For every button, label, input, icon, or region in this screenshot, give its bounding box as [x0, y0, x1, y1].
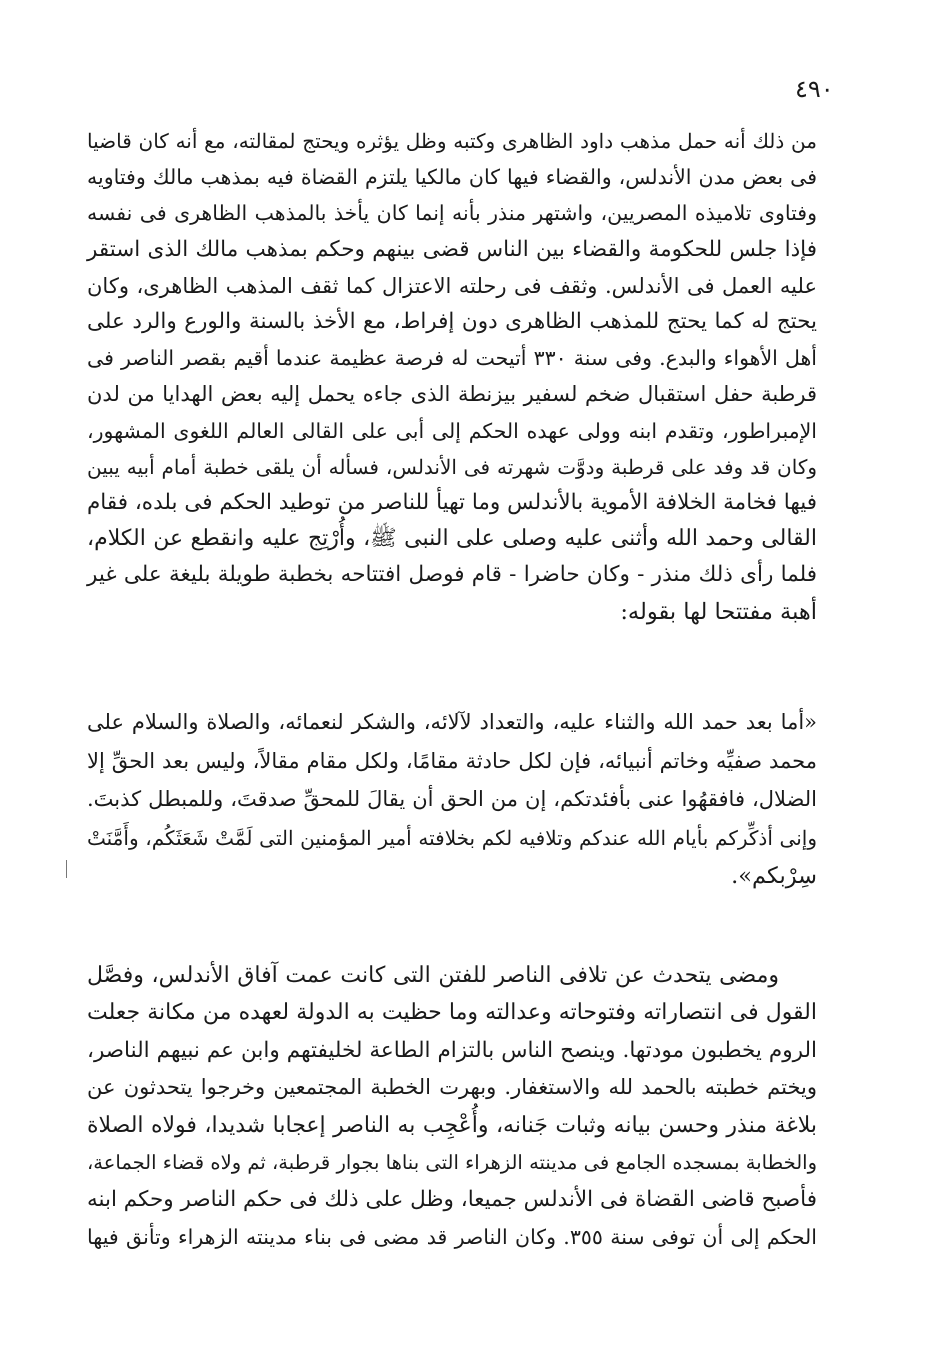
text-line: من ذلك أنه حمل مذهب داود الظاهرى وكتبه وظل يؤثره ويحتج لمقالته، مع أنه كان قاضيا — [87, 129, 817, 153]
text-line: الحكم إلى أن توفى سنة ٣٥٥. وكان الناصر قد مضى فى بناء مدينته الزهراء وتأنق فيها — [87, 1224, 817, 1249]
page-number: ٤٩٠ — [795, 75, 834, 103]
quote-line: الضلال، فافقهُوا عنى بأفئدتكم، إن من الحق أن يقالَ للمحقِّ صدقتَ، وللمبطل كذبتَ. — [87, 787, 817, 811]
text-line: عليه العمل فى الأندلس. وثقف فى رحلته الاعتزال كما ثقف المذهب الظاهرى، وكان — [87, 273, 817, 298]
quote-line: محمد صفيِّه وخاتم أنبيائه، فإن لكل حادثة مقامًا، ولكل مقام مقالاً، وليس بعد الحقِّ إلا — [87, 748, 817, 773]
quote-line: سِرْبكم». — [731, 863, 817, 889]
text-line: قرطبة حفل استقبال ضخم لسفير بيزنطة الذى جاءه يحمل إليه بعض الهدايا من لدن — [87, 382, 817, 407]
paragraph-1 — [87, 123, 817, 630]
text-line: ومضى يتحدث عن تلافى الناصر للفتن التى كانت عمت آفاق الأندلس، وفصَّل — [87, 963, 779, 988]
quote-line: وإنى أذكِّركم بأيام الله عندكم وتلافيه لكم بخلافته أمير المؤمنين التى لَمَّتْ شَعَثَكُم، وأَمَّنَتْ — [87, 825, 817, 850]
quote-line: «أما بعد حمد الله والثناء عليه، والتعداد لآلائه، والشكر لنعمائه، والصلاة والسلام على — [87, 710, 817, 734]
text-line: الإمبراطور، وتقدم ابنه وولى عهده الحكم إلى أبى على القالى العالم اللغوى المشهور، — [87, 418, 817, 443]
text-line: بلاغة منذر وحسن بيانه وثبات جَنانه، وأُعْجِب به الناصر إعجابا شديدا، فولاه الصلاة — [87, 1112, 817, 1138]
text-line: الروم يخطبون مودتها. وينصح الناس بالتزام الطاعة لخليفتهم وابن عم نبيهم الناصر، — [87, 1037, 817, 1063]
text-line: أهل الأهواء والبدع. وفى سنة ٣٣٠ أتيحت له فرصة عظيمة عندما أقيم بقصر الناصر فى — [87, 346, 817, 371]
margin-mark — [66, 860, 67, 878]
text-line: يحتج له كما يحتج للمذهب الظاهرى دون إفراط، مع الأخذ بالسنة والورع والرد على — [87, 309, 817, 335]
text-line: فأصبح قاضى القضاة فى الأندلس جميعا، وظل على ذلك فى حكم الناصر وحكم ابنه — [87, 1187, 817, 1213]
text-line: القالى وحمد الله وأثنى عليه وصلى على النبى ﷺ، وأُرْتِج عليه وانقطع عن الكلام، — [87, 526, 817, 552]
text-line: فى بعض مدن الأندلس، والقضاء فيها كان مالكيا يلتزم القضاة فيه بمذهب مالك وفتاويه — [87, 165, 817, 190]
paragraph-2 — [87, 957, 817, 1256]
quoted-sermon — [87, 703, 817, 896]
text-line: فيها فخامة الخلافة الأموية بالأندلس وما تهيأ للناصر من توطيد الحكم فى بلده، فقام — [87, 490, 817, 516]
text-line: وفتاوى تلاميذه المصريين، واشتهر منذر بأنه إنما كان يأخذ بالمذهب الظاهرى فى نفسه — [87, 201, 817, 226]
text-line: القول فى انتصاراته وفتوحاته وعدالته وما حظيت به الدولة لعهده من مكانة جعلت — [87, 1000, 817, 1026]
text-line: فلما رأى ذلك منذر - وكان حاضرا - قام فوصل افتتاحه بخطبة طويلة بليغة على غير — [87, 562, 817, 588]
text-line: ويختم خطبته بالحمد لله والاستغفار. وبهرت الخطبة المجتمعين وخرجوا يتحدثون عن — [87, 1075, 817, 1100]
text-line: والخطابة بمسجده الجامع فى مدينته الزهراء التى بناها بجوار قرطبة، ثم ولاه قضاء الجماعة، — [87, 1151, 817, 1175]
text-line: فإذا جلس للحكومة والقضاء بين الناس قضى بينهم وحكم بمذهب مالك الذى استقر — [87, 236, 817, 262]
text-line: أهبة مفتتحا لها بقوله: — [620, 598, 817, 625]
text-line: وكان قد وفد على قرطبة ودوَّت شهرته فى الأندلس، فسأله أن يلقى خطبة أمام أبيه يبين — [87, 454, 817, 479]
